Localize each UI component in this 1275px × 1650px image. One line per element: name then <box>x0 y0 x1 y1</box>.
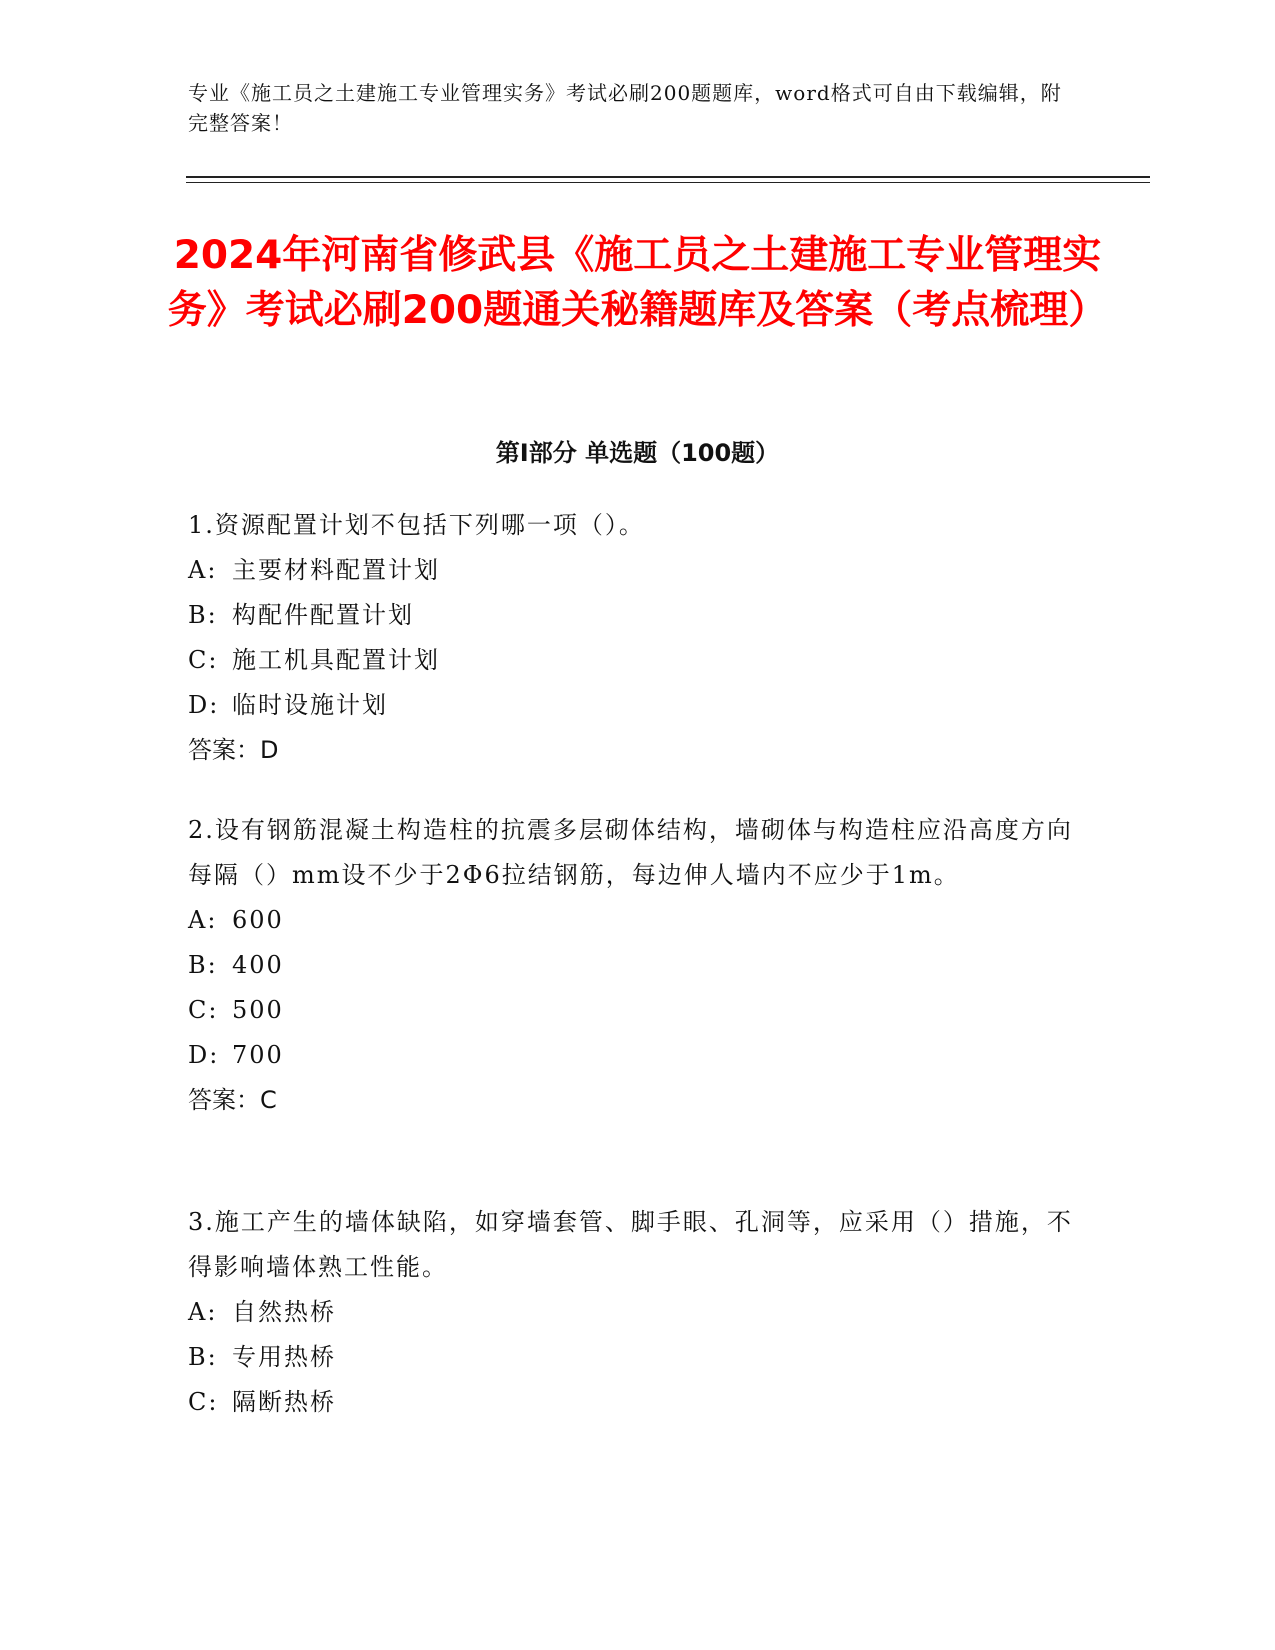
question-3 <box>188 1200 1088 1425</box>
option-text: 700 <box>232 1041 284 1069</box>
option-text: 自然热桥 <box>232 1298 336 1326</box>
option-text: 400 <box>232 951 284 979</box>
option-key: A: <box>188 906 218 934</box>
option-text: 施工机具配置计划 <box>232 646 440 674</box>
option-key: C: <box>188 996 219 1024</box>
option-b <box>188 943 1088 988</box>
question-text: 3.施工产生的墙体缺陷，如穿墙套管、脚手眼、孔洞等，应采用（）措施，不得影响墙体熟工性能。 <box>188 1208 1073 1281</box>
option-key: C: <box>188 1388 219 1416</box>
option-c <box>188 1380 1088 1425</box>
option-text: 构配件配置计划 <box>232 601 414 629</box>
option-a <box>188 1290 1088 1335</box>
option-text: 临时设施计划 <box>232 691 388 719</box>
question-text: 2.设有钢筋混凝土构造柱的抗震多层砌体结构，墙砌体与构造柱应沿高度方向每隔（）mm设不少于2Φ6拉结钢筋，每边伸人墙内不应少于1m。 <box>188 816 1073 889</box>
option-key: D: <box>188 691 220 719</box>
option-b <box>188 1335 1088 1380</box>
question-2 <box>188 808 1088 1123</box>
option-text: 专用热桥 <box>232 1343 336 1371</box>
option-key: B: <box>188 601 218 629</box>
option-a <box>188 898 1088 943</box>
question-1 <box>188 503 1088 773</box>
option-b <box>188 593 1088 638</box>
option-text: 主要材料配置计划 <box>232 556 440 584</box>
option-key: A: <box>188 1298 218 1326</box>
option-text: 500 <box>232 996 284 1024</box>
option-c <box>188 638 1088 683</box>
option-d <box>188 1033 1088 1078</box>
document-title: 2024年河南省修武县《施工员之土建施工专业管理实务》考试必刷200题通关秘籍题库及答案（考点梳理） <box>167 233 1108 333</box>
option-d <box>188 683 1088 728</box>
section-title: 第Ⅰ部分 单选题（100题） <box>495 439 780 467</box>
header-rule-thin <box>186 182 1150 183</box>
option-text: 隔断热桥 <box>232 1388 336 1416</box>
option-key: D: <box>188 1041 220 1069</box>
option-key: A: <box>188 556 218 584</box>
option-text: 600 <box>232 906 284 934</box>
answer: 答案：C <box>188 1086 277 1114</box>
header-note: 专业《施工员之土建施工专业管理实务》考试必刷200题题库，word格式可自由下载编辑，附完整答案！ <box>188 81 1062 135</box>
option-key: B: <box>188 951 218 979</box>
option-key: B: <box>188 1343 218 1371</box>
answer: 答案：D <box>188 736 279 764</box>
option-c <box>188 988 1088 1033</box>
option-key: C: <box>188 646 219 674</box>
header-rule-thick <box>186 176 1150 178</box>
question-text: 1.资源配置计划不包括下列哪一项（）。 <box>188 511 645 539</box>
option-a <box>188 548 1088 593</box>
